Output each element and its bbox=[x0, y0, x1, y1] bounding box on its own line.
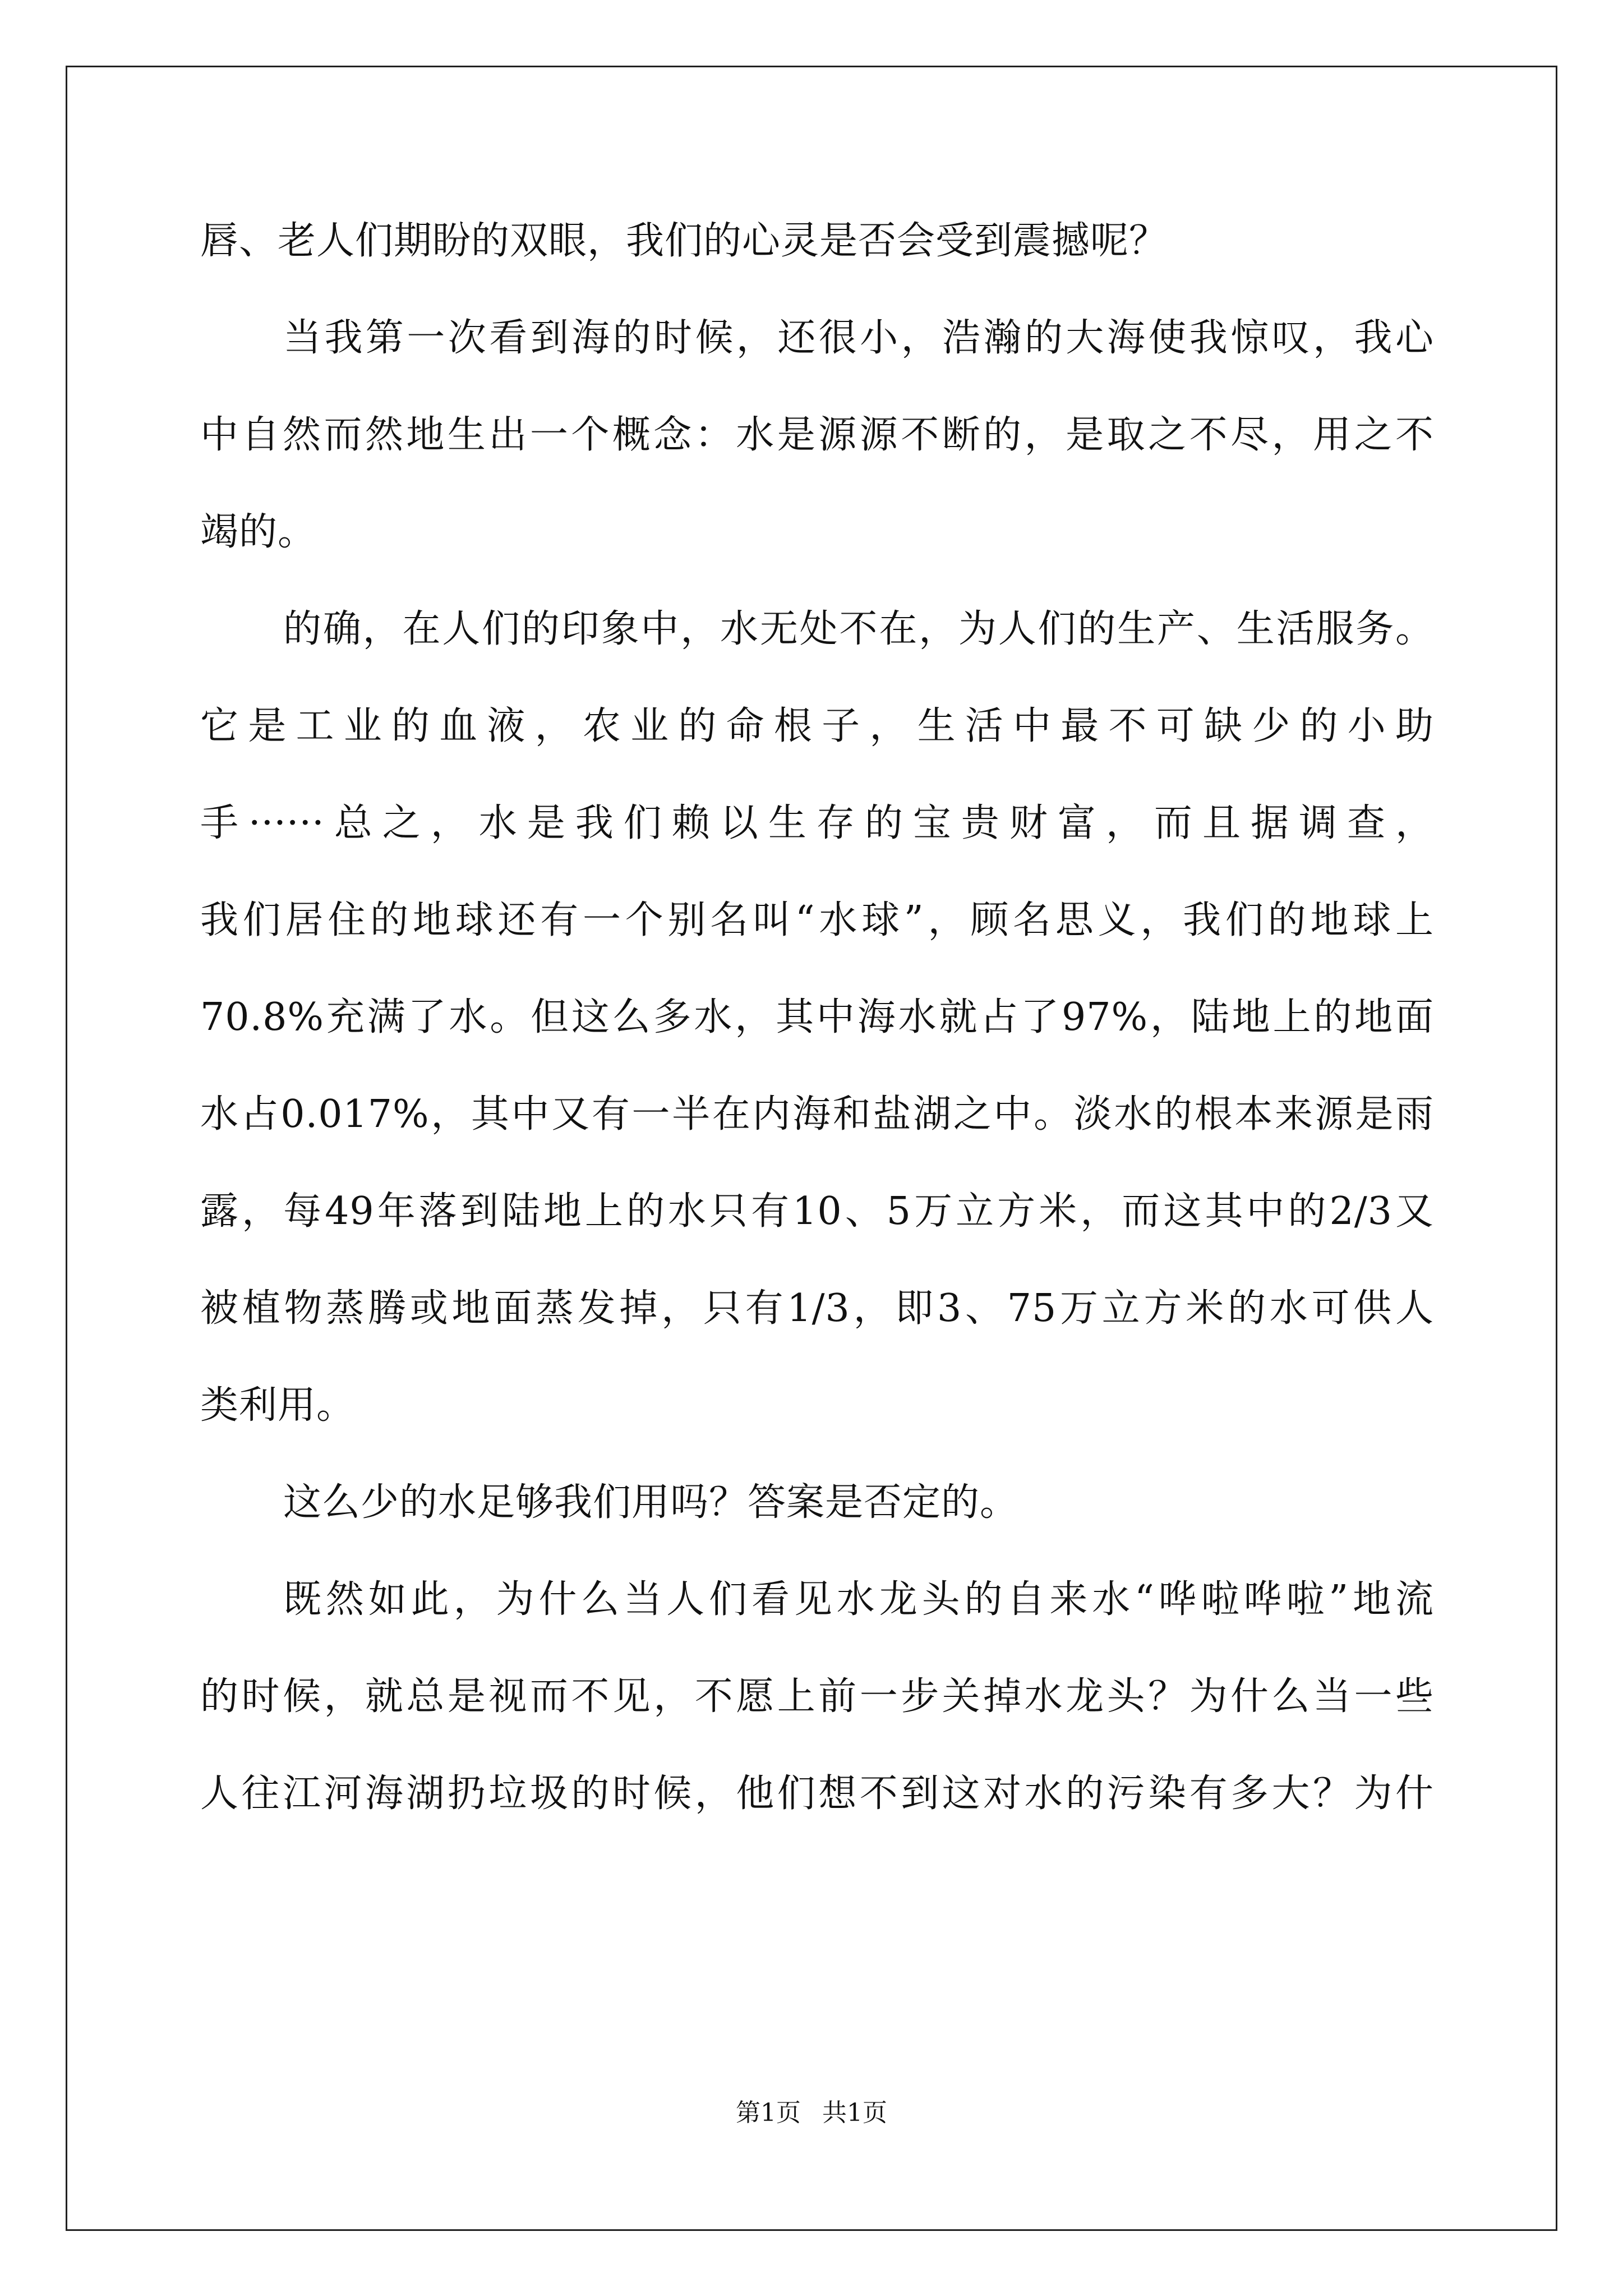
paragraph-line: 竭的。 bbox=[200, 510, 317, 554]
paragraph-line: 的时候，就总是视而不见，不愿上前一步关掉水龙头？为什么当一些 bbox=[200, 1674, 1434, 1719]
paragraph-line: 水占0.017%，其中又有一半在内海和盐湖之中。淡水的根本来源是雨 bbox=[200, 1092, 1434, 1137]
paragraph-line: 这么少的水足够我们用吗？答案是否定的。 bbox=[283, 1480, 1019, 1525]
paragraph-line: 人往江河海湖扔垃圾的时候，他们想不到这对水的污染有多大？为什 bbox=[200, 1772, 1434, 1816]
paragraph-line: 既然如此，为什么当人们看见水龙头的自来水“哗啦哗啦”地流 bbox=[283, 1577, 1434, 1622]
paragraph-line: 的确，在人们的印象中，水无处不在，为人们的生产、生活服务。 bbox=[283, 607, 1434, 651]
page-number-current: 第1页 bbox=[736, 2099, 801, 2127]
paragraph-line: 类利用。 bbox=[200, 1383, 356, 1428]
paragraph-line: 露，每49年落到陆地上的水只有10、5万立方米，而这其中的2/3又 bbox=[200, 1189, 1434, 1234]
paragraph-line: 手······总之，水是我们赖以生存的宝贵财富，而且据调查， bbox=[200, 801, 1434, 845]
paragraph-line: 它是工业的血液，农业的命根子，生活中最不可缺少的小助 bbox=[200, 704, 1434, 748]
page-footer bbox=[0, 2098, 1623, 2128]
paragraph-line: 中自然而然地生出一个概念：水是源源不断的，是取之不尽，用之不 bbox=[200, 413, 1434, 457]
paragraph-line: 被植物蒸腾或地面蒸发掉，只有1/3，即3、75万立方米的水可供人 bbox=[200, 1286, 1434, 1331]
paragraph-line: 我们居住的地球还有一个别名叫“水球”，顾名思义，我们的地球上 bbox=[200, 898, 1434, 942]
page-border bbox=[66, 66, 1557, 2231]
page-number-total: 共1页 bbox=[822, 2099, 887, 2127]
paragraph-line: 唇、老人们期盼的双眼，我们的心灵是否会受到震撼呢？ bbox=[200, 219, 1168, 263]
paragraph-line: 70.8%充满了水。但这么多水，其中海水就占了97%，陆地上的地面 bbox=[200, 995, 1434, 1039]
paragraph-line: 当我第一次看到海的时候，还很小，浩瀚的大海使我惊叹，我心 bbox=[283, 316, 1434, 360]
